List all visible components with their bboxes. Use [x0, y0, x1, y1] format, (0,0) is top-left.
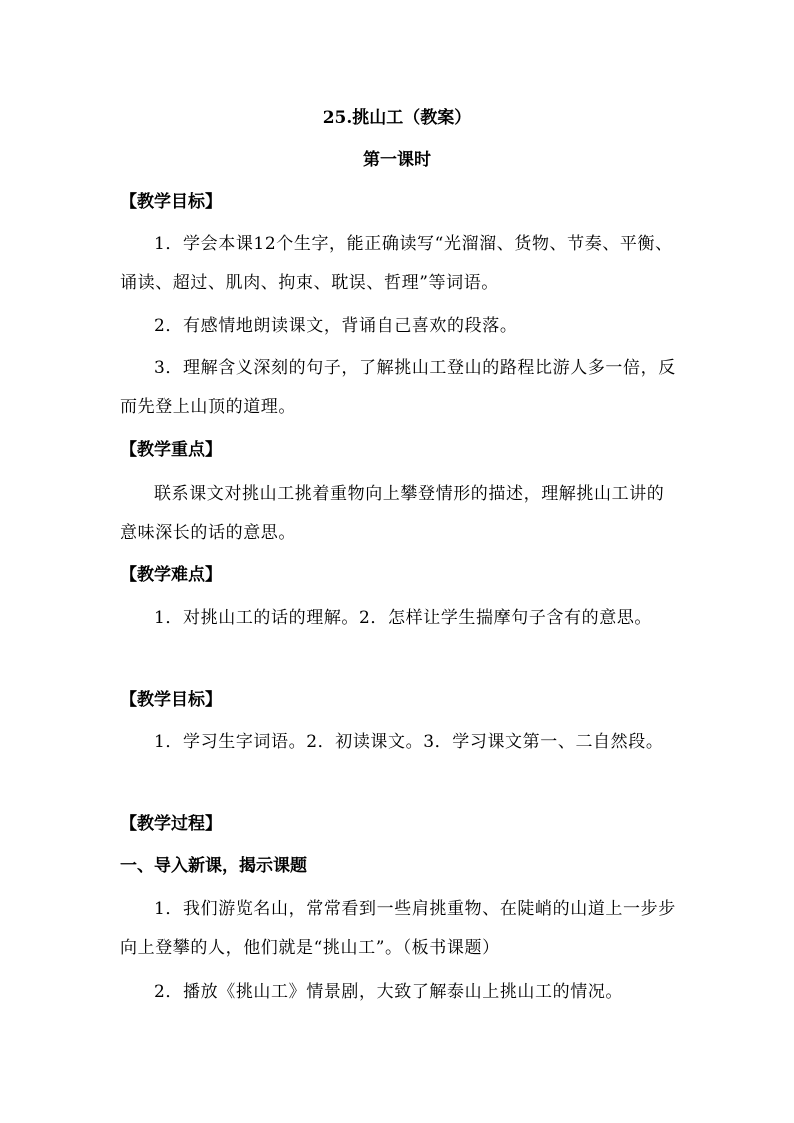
- objective-paragraph-2: 2．有感情地朗读课文，背诵自己喜欢的段落。: [154, 316, 518, 336]
- introduction-paragraph-1: 1．我们游览名山，常常看到一些肩挑重物、在陡峭的山道上一步步向上登攀的人，他们就是“挑山工”。（板书课题）: [120, 899, 676, 958]
- section-heading-key-points: 【教学重点】: [120, 440, 222, 460]
- lesson-goals-paragraph: 1．学习生字词语。2．初读课文。3．学习课文第一、二自然段。: [154, 732, 664, 752]
- section-heading-lesson-goals: 【教学目标】: [120, 690, 222, 710]
- section-heading-difficulties: 【教学难点】: [120, 565, 222, 585]
- difficulties-paragraph: 1．对挑山工的话的理解。2．怎样让学生揣摩句子含有的意思。: [154, 608, 653, 628]
- objective-paragraph-1: 1．学会本课12个生字，能正确读写“光溜溜、货物、节奏、平衡、诵读、超过、肌肉、拘束、耽误、哲理”等词语。: [120, 234, 673, 293]
- introduction-paragraph-2: 2．播放《挑山工》情景剧，大致了解泰山上挑山工的情况。: [154, 982, 624, 1002]
- section-heading-introduction: 一、导入新课，揭示课题: [120, 856, 307, 876]
- section-heading-objectives: 【教学目标】: [120, 192, 222, 212]
- section-heading-process: 【教学过程】: [120, 814, 222, 834]
- key-points-paragraph: 联系课文对挑山工挑着重物向上攀登情形的描述，理解挑山工讲的意味深长的话的意思。: [120, 484, 665, 543]
- document-subtitle: 第一课时: [363, 150, 431, 170]
- objective-paragraph-3: 3．理解含义深刻的句子，了解挑山工登山的路程比游人多一倍，反而先登上山顶的道理。: [120, 358, 676, 417]
- document-title: 25.挑山工（教案）: [322, 108, 472, 128]
